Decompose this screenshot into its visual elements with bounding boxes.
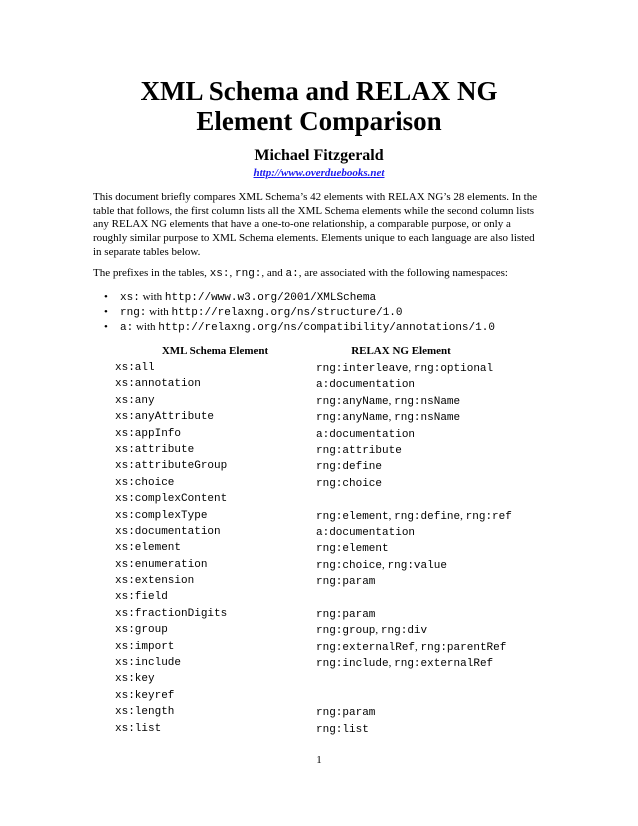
- table-row: [0, 608, 638, 624]
- table-row: [0, 395, 638, 411]
- prefix-sep2: , and: [261, 267, 286, 279]
- relax-ng-element: rng:nsName: [394, 395, 461, 408]
- prefix-text-after: , are associated with the following namespaces:: [298, 267, 508, 279]
- namespace-with: with: [139, 291, 165, 303]
- relax-ng-element: rng:param: [316, 576, 376, 589]
- relax-ng-element: rng:ref: [465, 510, 512, 523]
- relax-ng-elements: [316, 362, 493, 375]
- separator: ,: [388, 509, 395, 522]
- bullet-icon: •: [104, 306, 108, 318]
- table-row: [0, 575, 638, 591]
- relax-ng-element: a:documentation: [316, 526, 416, 539]
- relax-ng-element: rng:optional: [413, 363, 494, 375]
- table-row: [0, 723, 638, 739]
- namespace-item: [104, 305, 495, 320]
- relax-ng-element: rng:externalRef: [316, 641, 416, 654]
- separator: ,: [415, 640, 421, 653]
- relax-ng-element: rng:include: [316, 658, 389, 671]
- relax-ng-elements: [316, 542, 389, 555]
- xml-schema-element: xs:documentation: [115, 525, 221, 538]
- prefix-xs: xs:: [209, 268, 230, 280]
- xml-schema-element: xs:group: [115, 624, 168, 637]
- relax-ng-elements: [316, 510, 512, 523]
- separator: ,: [388, 411, 395, 424]
- xml-schema-element: xs:extension: [115, 575, 195, 588]
- relax-ng-element: rng:externalRef: [394, 658, 494, 671]
- prefix-paragraph: [93, 266, 553, 281]
- relax-ng-elements: [316, 657, 493, 670]
- relax-ng-elements: [316, 559, 447, 572]
- document-title-line1: XML Schema and RELAX NG: [140, 76, 498, 106]
- table-row: [0, 690, 638, 706]
- xml-schema-element: xs:import: [115, 640, 175, 653]
- relax-ng-element: rng:div: [380, 625, 428, 638]
- table-row: [0, 526, 638, 542]
- table-row: [0, 591, 638, 607]
- relax-ng-elements: [316, 411, 460, 424]
- table-row: [0, 559, 638, 575]
- relax-ng-element: rng:element: [316, 543, 389, 556]
- table-row: [0, 510, 638, 526]
- separator: ,: [382, 558, 388, 571]
- relax-ng-element: rng:list: [316, 723, 369, 736]
- relax-ng-elements: [316, 608, 375, 621]
- separator: ,: [408, 362, 414, 374]
- table-row: [0, 428, 638, 444]
- relax-ng-element: rng:value: [387, 559, 447, 572]
- xml-schema-element: xs:keyref: [115, 689, 175, 702]
- namespace-prefix: a:: [120, 322, 134, 334]
- xml-schema-element: xs:key: [115, 673, 155, 686]
- table-row: [0, 673, 638, 689]
- namespace-uri: http://www.w3.org/2001/XMLSchema: [164, 292, 377, 304]
- relax-ng-elements: [316, 378, 415, 391]
- namespace-uri: http://relaxng.org/ns/structure/1.0: [171, 307, 403, 319]
- xml-schema-element: xs:enumeration: [115, 558, 208, 571]
- xml-schema-element: xs:fractionDigits: [115, 607, 228, 620]
- relax-ng-elements: [316, 723, 369, 736]
- table-row: [0, 624, 638, 640]
- bullet-icon: •: [104, 321, 108, 333]
- xml-schema-element: xs:complexContent: [115, 493, 228, 506]
- namespace-prefix: xs:: [120, 292, 140, 304]
- relax-ng-element: a:documentation: [316, 379, 416, 392]
- separator: ,: [375, 624, 381, 637]
- prefix-sep1: ,: [229, 267, 235, 279]
- table-row: [0, 706, 638, 722]
- relax-ng-elements: [316, 624, 427, 637]
- table-row: [0, 362, 638, 378]
- table-row: [0, 444, 638, 460]
- relax-ng-element: rng:anyName: [316, 395, 389, 408]
- relax-ng-element: rng:define: [394, 510, 461, 523]
- relax-ng-element: rng:element: [316, 510, 389, 523]
- separator: ,: [460, 509, 466, 522]
- document-title-line2: Element Comparison: [196, 106, 442, 136]
- prefix-a: a:: [285, 268, 299, 280]
- author-url-link[interactable]: http://www.overduebooks.net: [253, 167, 385, 179]
- relax-ng-elements: [316, 460, 382, 473]
- page-number: 1: [316, 754, 322, 766]
- xml-schema-element: xs:annotation: [115, 378, 201, 391]
- xml-schema-element: xs:list: [115, 722, 162, 735]
- xml-schema-element: xs:attribute: [115, 443, 195, 456]
- intro-paragraph: This document briefly compares XML Schema’s 42 elements with RELAX NG’s 28 elements. In the table that follows, the first column lists all the XML Schema elements while the second column lists any RELAX NG elements that have a one-to-one relationship, a comparable purpose, or only a roughly similar purpose to XML Schema elements. Elements unique to each language are also listed in separate tables below.: [93, 191, 538, 258]
- relax-ng-element: rng:choice: [316, 559, 383, 572]
- relax-ng-element: rng:choice: [316, 477, 383, 490]
- relax-ng-elements: [316, 395, 460, 408]
- relax-ng-elements: [316, 444, 402, 457]
- namespace-with: with: [133, 321, 159, 333]
- table-header-xml-schema: XML Schema Element: [161, 345, 269, 357]
- xml-schema-element: xs:appInfo: [115, 427, 182, 440]
- xml-schema-element: xs:length: [115, 706, 175, 719]
- xml-schema-element: xs:element: [115, 542, 182, 555]
- table-row: [0, 641, 638, 657]
- relax-ng-elements: [316, 477, 382, 490]
- relax-ng-element: rng:interleave: [316, 363, 409, 375]
- namespace-list: [104, 290, 495, 335]
- relax-ng-element: rng:param: [316, 608, 376, 621]
- author-name: Michael Fitzgerald: [254, 147, 384, 164]
- separator: ,: [388, 394, 395, 407]
- prefix-text-before: The prefixes in the tables,: [93, 267, 210, 279]
- relax-ng-element: rng:param: [316, 707, 376, 720]
- table-header-relax-ng: RELAX NG Element: [351, 345, 451, 357]
- table-row: [0, 411, 638, 427]
- relax-ng-elements: [316, 641, 506, 654]
- table-row: [0, 477, 638, 493]
- table-row: [0, 542, 638, 558]
- relax-ng-element: rng:group: [316, 625, 376, 638]
- xml-schema-element: xs:any: [115, 394, 155, 407]
- xml-schema-element: xs:complexType: [115, 509, 208, 522]
- relax-ng-element: rng:anyName: [316, 412, 389, 425]
- relax-ng-element: a:documentation: [316, 428, 416, 441]
- relax-ng-elements: [316, 428, 415, 441]
- xml-schema-element: xs:choice: [115, 476, 175, 489]
- table-row: [0, 378, 638, 394]
- namespace-item: [104, 320, 495, 335]
- table-row: [0, 657, 638, 673]
- xml-schema-element: xs:field: [115, 591, 168, 604]
- xml-schema-element: xs:include: [115, 657, 182, 670]
- namespace-prefix: rng:: [120, 307, 147, 319]
- comparison-table: [0, 362, 638, 739]
- bullet-icon: •: [104, 291, 108, 303]
- relax-ng-element: rng:nsName: [394, 412, 461, 425]
- namespace-item: [104, 290, 495, 305]
- prefix-rng: rng:: [235, 268, 262, 280]
- xml-schema-element: xs:anyAttribute: [115, 411, 215, 424]
- separator: ,: [388, 657, 395, 670]
- relax-ng-element: rng:parentRef: [420, 641, 507, 654]
- relax-ng-elements: [316, 526, 415, 539]
- relax-ng-element: rng:define: [316, 461, 383, 474]
- namespace-uri: http://relaxng.org/ns/compatibility/annotations/1.0: [158, 322, 495, 334]
- table-row: [0, 460, 638, 476]
- xml-schema-element: xs:attributeGroup: [115, 460, 228, 473]
- relax-ng-element: rng:attribute: [316, 444, 402, 457]
- namespace-with: with: [146, 306, 172, 318]
- xml-schema-element: xs:all: [115, 362, 155, 374]
- relax-ng-elements: [316, 706, 375, 719]
- relax-ng-elements: [316, 575, 375, 588]
- table-row: [0, 493, 638, 509]
